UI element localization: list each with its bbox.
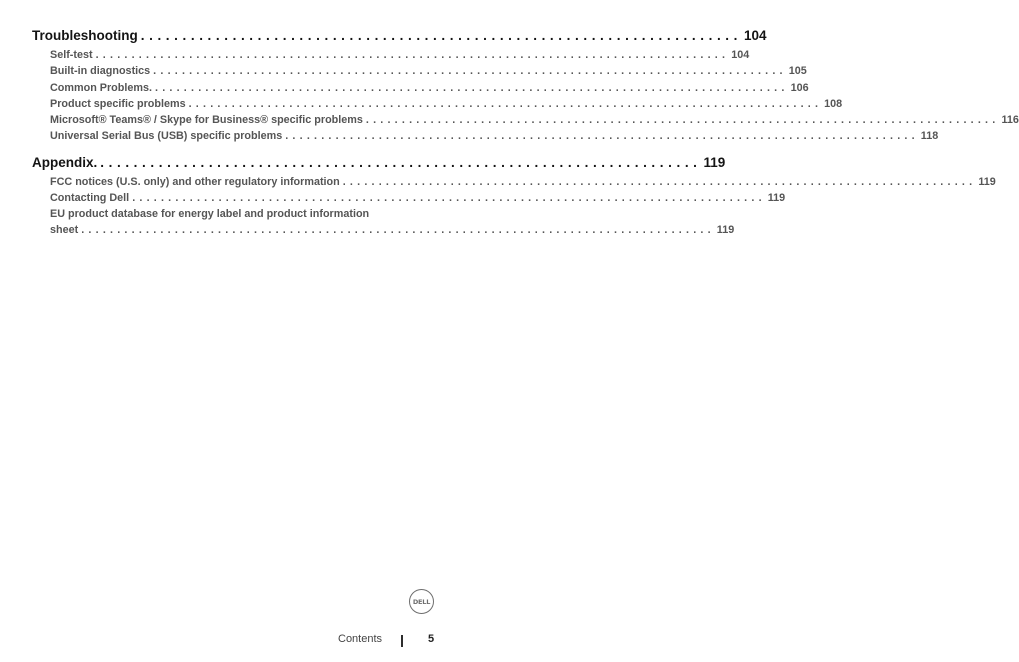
toc-entry-title: Contacting Dell [50,192,130,205]
toc-page-number: 104 [731,49,750,61]
toc-entry-title: Self-test [50,49,93,61]
toc-dot-leader: ........................................................................ [140,28,743,43]
toc-dot-leader: ........................................................................................ [95,49,730,61]
toc-entry-eu-product-database[interactable] [50,208,735,240]
toc-page-number: 116 [1001,114,1019,127]
toc-entry-contacting-dell[interactable] [50,192,786,208]
toc-page-number: 119 [767,192,786,205]
toc-dot-leader: ........................................................................................ [81,224,715,237]
dell-logo-text: DELL [412,597,431,606]
toc-dot-leader: ........................................................................................ [285,130,919,143]
toc-page-number: 119 [716,224,735,237]
toc-entry-title: Built-in diagnostics [50,65,151,78]
toc-page-number: 104 [744,28,767,43]
footer-section-label: Contents [338,633,383,645]
toc-entry-fcc-notices[interactable] [50,175,996,192]
toc-entry-title: Product specific problems [50,97,186,110]
toc-page-number: 118 [920,130,939,143]
toc-chapter-troubleshooting[interactable] [32,28,767,47]
toc-chapter-appendix[interactable] [32,154,726,174]
toc-page-number: 105 [788,65,807,78]
toc-entry-built-in-diagnostics[interactable] [50,65,807,81]
table-of-contents [32,28,1019,240]
footer-page-number: 5 [428,633,435,645]
toc-dot-leader: ........................................................................................ [342,175,977,188]
toc-chapter-title: Appendix. [32,154,98,170]
toc-chapter-title: Troubleshooting [32,28,138,43]
toc-entry-teams-skype-problems[interactable] [50,114,1019,130]
toc-dot-leader: ........................................................................................ [155,81,789,94]
toc-dot-leader: ........................................................................................ [153,65,787,78]
footer-divider [401,635,403,647]
toc-page-number: 119 [978,175,996,188]
toc-entry-title: FCC notices (U.S. only) and other regulatory information [50,175,340,188]
toc-entry-usb-problems[interactable] [50,130,939,146]
toc-entry-title: Universal Serial Bus (USB) specific problems [50,130,283,143]
toc-dot-leader: ........................................................................ [100,154,702,170]
toc-page-number: 106 [790,81,809,94]
toc-entry-product-specific-problems[interactable] [50,97,843,114]
dell-logo-icon [409,589,434,614]
toc-dot-leader: ........................................................................................ [132,192,766,205]
toc-entry-self-test[interactable] [50,49,750,65]
toc-entry-common-problems[interactable] [50,81,809,98]
toc-entry-title: Common Problems. [50,81,152,94]
toc-dot-leader: ........................................................................................ [365,114,1000,127]
toc-page-number: 119 [703,154,726,170]
toc-entry-title-line2: sheet [50,224,79,237]
toc-dot-leader: ........................................................................................ [188,97,823,110]
toc-page-number: 108 [824,97,843,110]
toc-entry-title-line1: EU product database for energy label and product information [50,208,370,221]
toc-entry-title: Microsoft® Teams® / Skype for Business® specific problems [50,114,363,127]
